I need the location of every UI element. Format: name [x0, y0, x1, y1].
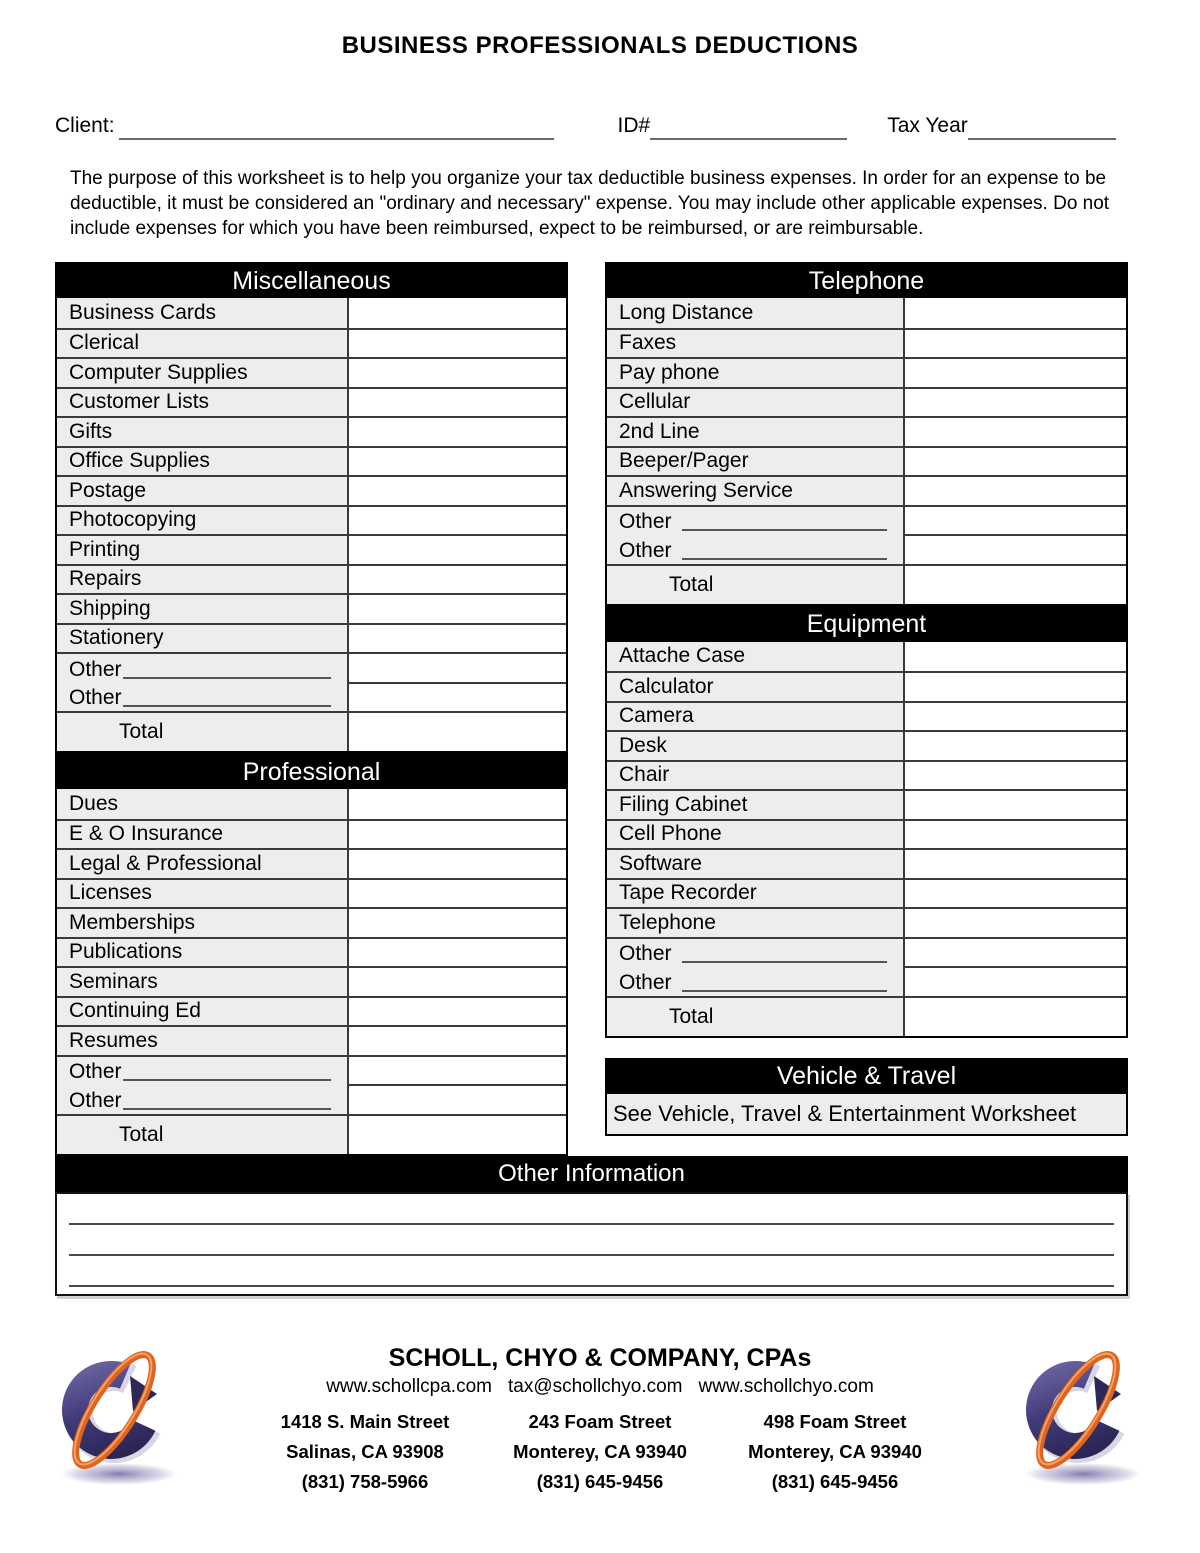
table-row — [57, 907, 566, 937]
amount-cell[interactable] — [905, 359, 1126, 387]
office-column — [723, 1407, 948, 1497]
table-row — [607, 701, 1126, 731]
writing-line[interactable] — [69, 1256, 1114, 1287]
expense-label: Cell Phone — [607, 821, 905, 849]
expense-label: Answering Service — [607, 477, 905, 505]
other-amount-cell[interactable] — [905, 536, 1126, 564]
table-row — [57, 564, 566, 594]
other-label: Other — [619, 970, 672, 994]
expense-label: Camera — [607, 703, 905, 731]
table-row — [57, 298, 566, 328]
section-header — [607, 264, 1126, 298]
other-line — [69, 1085, 347, 1114]
total-amount-cell[interactable] — [349, 1116, 566, 1154]
other-label: Other — [619, 538, 672, 562]
expense-label: Customer Lists — [57, 389, 349, 417]
other-amount-cells — [349, 1057, 566, 1114]
table-row — [57, 328, 566, 358]
client-input-line[interactable] — [119, 114, 554, 140]
table-row — [607, 819, 1126, 849]
other-label: Other — [619, 510, 672, 533]
other-line — [619, 939, 903, 968]
table-row — [57, 789, 566, 819]
total-label: Total — [57, 713, 349, 751]
section-header — [607, 608, 1126, 642]
company-logo-right — [992, 1340, 1172, 1492]
other-label-cell — [57, 654, 349, 711]
expense-label: Dues — [57, 789, 349, 819]
table-row — [57, 937, 566, 967]
total-label: Total — [607, 566, 905, 604]
office-city: Salinas, CA 93908 — [286, 1440, 444, 1462]
other-rows — [607, 937, 1126, 996]
amount-cell[interactable] — [905, 330, 1126, 358]
expense-label: Calculator — [607, 673, 905, 701]
total-row — [607, 564, 1126, 604]
expense-label: Licenses — [57, 880, 349, 908]
expense-label: Clerical — [57, 330, 349, 358]
expense-label: Publications — [57, 939, 349, 967]
amount-cell[interactable] — [349, 789, 566, 819]
amount-cell[interactable] — [905, 791, 1126, 819]
expense-label: Computer Supplies — [57, 359, 349, 387]
amount-cell[interactable] — [905, 448, 1126, 476]
company-contacts — [208, 1376, 992, 1398]
expense-label: Tape Recorder — [607, 880, 905, 908]
other-label: Other — [69, 686, 122, 709]
table-row — [607, 671, 1126, 701]
table-row — [57, 819, 566, 849]
expense-label: Faxes — [607, 330, 905, 358]
other-line — [619, 535, 903, 564]
other-amount-cell[interactable] — [349, 684, 566, 712]
other-amount-cell[interactable] — [905, 507, 1126, 537]
other-amount-cell[interactable] — [905, 968, 1126, 996]
expense-label: Software — [607, 850, 905, 878]
other-amount-cells — [349, 654, 566, 711]
table-row — [607, 848, 1126, 878]
table-row — [607, 642, 1126, 672]
other-label: Other — [69, 1060, 122, 1083]
amount-cell[interactable] — [349, 418, 566, 446]
expense-label: Cellular — [607, 389, 905, 417]
id-input-line[interactable] — [650, 114, 847, 140]
table-row — [57, 416, 566, 446]
table-row — [607, 357, 1126, 387]
section-header — [57, 755, 566, 789]
expense-label: Stationery — [57, 625, 349, 653]
expense-label: Memberships — [57, 909, 349, 937]
other-fill-in-line[interactable] — [682, 558, 887, 560]
office-city: Monterey, CA 93940 — [513, 1440, 687, 1462]
footer — [28, 1340, 1172, 1497]
other-label: Other — [69, 1088, 122, 1112]
other-rows — [57, 652, 566, 711]
office-column — [253, 1407, 478, 1497]
other-amount-cell[interactable] — [349, 1057, 566, 1087]
other-fill-in-line[interactable] — [123, 1079, 331, 1081]
table-rows — [57, 298, 566, 751]
amount-cell[interactable] — [905, 418, 1126, 446]
company-email: tax@schollchyo.com — [507, 1375, 683, 1397]
amount-cell[interactable] — [349, 939, 566, 967]
office-list — [208, 1407, 992, 1497]
expense-label: 2nd Line — [607, 418, 905, 446]
section-title: Vehicle & Travel — [776, 1062, 957, 1090]
expense-label: Business Cards — [57, 298, 349, 328]
amount-cell[interactable] — [905, 821, 1126, 849]
expense-label: Photocopying — [57, 507, 349, 535]
other-label: Other — [69, 657, 122, 681]
amount-cell[interactable] — [905, 850, 1126, 878]
table-row — [607, 298, 1126, 328]
office-phone: (831) 758-5966 — [301, 1470, 429, 1492]
other-label-cell — [607, 939, 905, 996]
amount-cell[interactable] — [905, 298, 1126, 328]
total-label: Total — [57, 1116, 349, 1154]
amount-cell[interactable] — [905, 703, 1126, 731]
amount-cell[interactable] — [349, 1027, 566, 1055]
amount-cell[interactable] — [349, 566, 566, 594]
other-label: Other — [619, 942, 672, 965]
amount-cell[interactable] — [905, 762, 1126, 790]
expense-label: Desk — [607, 732, 905, 760]
table-row — [57, 446, 566, 476]
section-title: Equipment — [806, 610, 927, 638]
table-row — [57, 623, 566, 653]
scholl-chyo-logo-icon — [997, 1340, 1167, 1492]
expense-label: Repairs — [57, 566, 349, 594]
section-title: Professional — [242, 757, 381, 786]
other-amount-cells — [905, 939, 1126, 996]
other-amount-cell[interactable] — [349, 654, 566, 684]
table-row — [607, 446, 1126, 476]
expense-label: Resumes — [57, 1027, 349, 1055]
expense-label: Chair — [607, 762, 905, 790]
expense-label: Pay phone — [607, 359, 905, 387]
company-name: SCHOLL, CHYO & COMPANY, CPAs — [388, 1343, 812, 1372]
table-row — [607, 730, 1126, 760]
expense-label: E & O Insurance — [57, 821, 349, 849]
other-rows — [607, 505, 1126, 564]
other-line — [69, 654, 347, 683]
amount-cell[interactable] — [349, 359, 566, 387]
other-fill-in-line[interactable] — [682, 990, 887, 992]
other-rows — [57, 1055, 566, 1114]
other-fill-in-line[interactable] — [682, 529, 887, 531]
amount-cell[interactable] — [349, 507, 566, 535]
amount-cell[interactable] — [905, 909, 1126, 937]
writing-line[interactable] — [69, 1194, 1114, 1225]
amount-cell[interactable] — [349, 448, 566, 476]
left-column — [55, 262, 568, 1156]
office-phone: (831) 645-9456 — [536, 1470, 664, 1492]
table-row — [57, 387, 566, 417]
expense-table-telephone — [605, 262, 1128, 606]
expense-label: Office Supplies — [57, 448, 349, 476]
total-row — [57, 711, 566, 751]
office-street: 243 Foam Street — [528, 1410, 672, 1432]
table-row — [57, 848, 566, 878]
office-street: 498 Foam Street — [763, 1410, 907, 1432]
footer-company-block — [208, 1340, 992, 1497]
amount-cell[interactable] — [905, 642, 1126, 672]
amount-cell[interactable] — [349, 880, 566, 908]
table-row — [607, 760, 1126, 790]
other-line — [619, 967, 903, 996]
other-fill-in-line[interactable] — [123, 1108, 331, 1110]
other-fill-in-line[interactable] — [123, 705, 331, 707]
amount-cell[interactable] — [349, 536, 566, 564]
amount-cell[interactable] — [349, 968, 566, 996]
amount-cell[interactable] — [349, 389, 566, 417]
other-label-cell — [607, 507, 905, 564]
table-row — [607, 387, 1126, 417]
other-information-title: Other Information — [498, 1159, 685, 1187]
expense-label: Attache Case — [607, 642, 905, 672]
company-website: www.schollcpa.com — [326, 1375, 492, 1397]
expense-table-miscellaneous — [55, 262, 568, 753]
expense-label: Printing — [57, 536, 349, 564]
total-amount-cell[interactable] — [905, 566, 1126, 604]
expense-label: Shipping — [57, 595, 349, 623]
expense-table-vehicle_travel — [605, 1058, 1128, 1136]
office-city: Monterey, CA 93940 — [748, 1440, 922, 1462]
table-row — [607, 416, 1126, 446]
amount-cell[interactable] — [905, 673, 1126, 701]
page-title: BUSINESS PROFESSIONALS DEDUCTIONS — [341, 32, 859, 59]
amount-cell[interactable] — [349, 595, 566, 623]
other-fill-in-line[interactable] — [123, 677, 331, 679]
amount-cell[interactable] — [349, 625, 566, 653]
amount-cell[interactable] — [349, 298, 566, 328]
amount-cell[interactable] — [349, 850, 566, 878]
total-amount-cell[interactable] — [349, 713, 566, 751]
tax-year-input-line[interactable] — [968, 114, 1116, 140]
table-row — [607, 328, 1126, 358]
other-amount-cells — [905, 507, 1126, 564]
intro-text: The purpose of this worksheet is to help you organize your tax deductible business expenses. In order for an expense to be deductible, it must be considered an "ordinary and necessary" expense. You may include other applicable expenses. Do not include expenses for which you have been reimbursed, expect to be reimbursed, or are reimbursable. — [70, 168, 1110, 239]
expense-tables — [55, 262, 1200, 1156]
amount-cell[interactable] — [349, 909, 566, 937]
amount-cell[interactable] — [905, 732, 1126, 760]
other-line — [69, 683, 347, 712]
table-row — [57, 966, 566, 996]
section-title: Telephone — [808, 266, 925, 295]
table-row — [607, 907, 1126, 937]
amount-cell[interactable] — [349, 477, 566, 505]
company-logo-left — [28, 1340, 208, 1492]
table-row — [57, 878, 566, 908]
writing-line[interactable] — [69, 1225, 1114, 1256]
client-label: Client: — [55, 114, 115, 137]
expense-table-equipment — [605, 606, 1128, 1038]
expense-label: Filing Cabinet — [607, 791, 905, 819]
other-fill-in-line[interactable] — [682, 961, 887, 963]
other-amount-cell[interactable] — [905, 939, 1126, 969]
amount-cell[interactable] — [905, 389, 1126, 417]
table-row — [57, 593, 566, 623]
table-row — [57, 505, 566, 535]
other-information-header — [55, 1156, 1128, 1192]
total-row — [607, 996, 1126, 1036]
table-row — [57, 996, 566, 1026]
table-row — [607, 878, 1126, 908]
expense-label: Beeper/Pager — [607, 448, 905, 476]
table-row — [57, 475, 566, 505]
expense-table-professional — [55, 753, 568, 1156]
table-row — [607, 475, 1126, 505]
table-rows — [607, 298, 1126, 604]
table-row — [57, 357, 566, 387]
other-line — [619, 507, 903, 536]
table-row — [607, 789, 1126, 819]
section-title: Miscellaneous — [232, 266, 391, 295]
other-information-box — [55, 1192, 1128, 1296]
expense-label: Gifts — [57, 418, 349, 446]
client-info-row — [55, 110, 1128, 140]
expense-label: Long Distance — [607, 298, 905, 328]
total-label: Total — [607, 998, 905, 1036]
expense-label: Seminars — [57, 968, 349, 996]
amount-cell[interactable] — [349, 330, 566, 358]
section-header — [57, 264, 566, 298]
expense-label: Legal & Professional — [57, 850, 349, 878]
amount-cell[interactable] — [905, 477, 1126, 505]
amount-cell[interactable] — [349, 821, 566, 849]
vehicle-travel-note: See Vehicle, Travel & Entertainment Worksheet — [607, 1094, 1126, 1134]
office-street: 1418 S. Main Street — [280, 1410, 450, 1432]
tax-year-label: Tax Year — [887, 114, 968, 137]
scholl-chyo-logo-icon — [33, 1340, 203, 1492]
total-row — [57, 1114, 566, 1154]
expense-label: Telephone — [607, 909, 905, 937]
other-label-cell — [57, 1057, 349, 1114]
company-website-alt: www.schollchyo.com — [698, 1375, 874, 1397]
right-column — [605, 262, 1128, 1136]
office-column — [488, 1407, 713, 1497]
table-row — [57, 1025, 566, 1055]
section-header — [607, 1060, 1126, 1094]
table-row — [57, 534, 566, 564]
expense-label: Postage — [57, 477, 349, 505]
other-amount-cell[interactable] — [349, 1086, 566, 1114]
table-rows — [607, 642, 1126, 1036]
amount-cell[interactable] — [905, 880, 1126, 908]
id-label: ID# — [617, 114, 651, 137]
expense-label: Continuing Ed — [57, 998, 349, 1026]
office-phone: (831) 645-9456 — [771, 1470, 899, 1492]
total-amount-cell[interactable] — [905, 998, 1126, 1036]
other-line — [69, 1057, 347, 1086]
table-rows — [57, 789, 566, 1154]
amount-cell[interactable] — [349, 998, 566, 1026]
